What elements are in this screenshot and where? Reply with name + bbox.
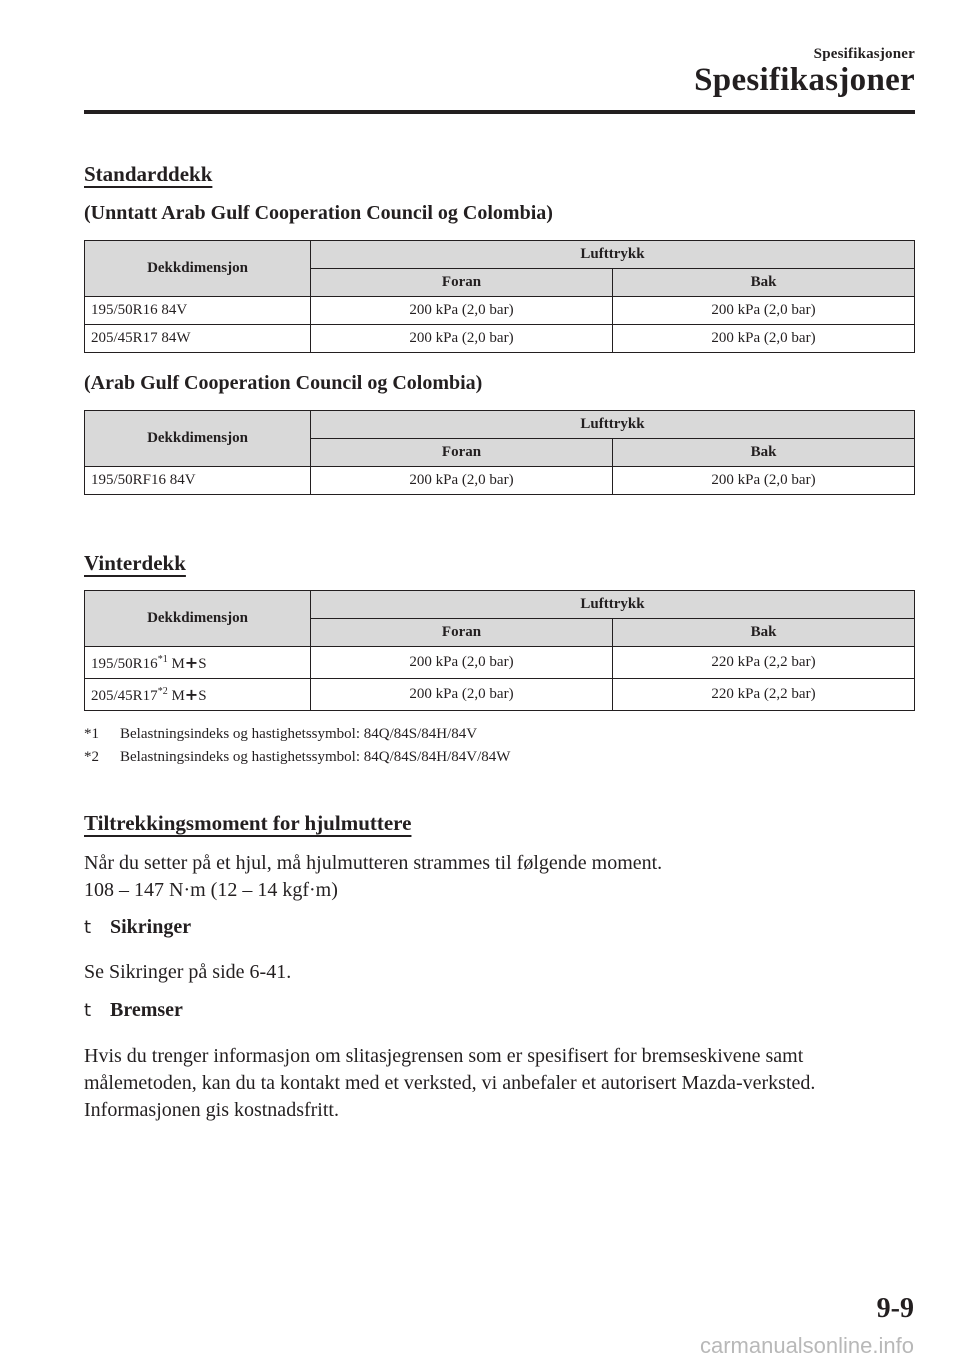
brakes-text-line-1: Hvis du trenger informasjon om slitasjegrensen som er spesifisert for bremseskivene samt <box>84 1045 804 1067</box>
footnote-ref: *2 <box>157 685 168 697</box>
col-header-front: Foran <box>311 269 613 297</box>
table-row: 205/45R17$^{*2}$ M+S 200 kPa (2,0 bar) 220 kPa (2,2 bar) <box>85 679 915 711</box>
footnote-1: *1 Belastningsindeks og hastighetssymbol: 84Q/84S/84H/84V <box>84 726 478 742</box>
col-header-front: Foran <box>311 619 613 647</box>
heading-fuses: t Sikringer <box>84 916 192 938</box>
heading-brakes: t Bremser <box>84 999 183 1021</box>
header-rule <box>84 110 915 114</box>
col-header-tire-size: Dekkdimensjon <box>85 591 311 647</box>
col-header-tire-size: Dekkdimensjon <box>85 241 311 297</box>
bullet-icon: t <box>84 917 92 938</box>
col-header-rear: Bak <box>613 439 915 467</box>
col-header-tire-size: Dekkdimensjon <box>85 411 311 467</box>
page-number: 9-9 <box>876 1293 914 1324</box>
table-standard-tires-1 <box>84 240 915 353</box>
subtitle-excluding-gcc: (Unntatt Arab Gulf Cooperation Council og Colombia) <box>84 202 553 224</box>
table-row: 195/50R16 84V 200 kPa (2,0 bar) 200 kPa (2,0 bar) <box>85 297 915 325</box>
table-row: 205/45R17 84W 200 kPa (2,0 bar) 200 kPa (2,0 bar) <box>85 325 915 353</box>
mud-snow-plus-icon: + <box>184 684 199 704</box>
table-row: 195/50RF16 84V 200 kPa (2,0 bar) 200 kPa (2,0 bar) <box>85 467 915 495</box>
col-header-pressure: Lufttrykk <box>311 241 915 269</box>
bullet-icon: t <box>84 1000 92 1021</box>
fuses-reference: Se Sikringer på side 6-41. <box>84 961 292 983</box>
mud-snow-plus-icon: + <box>184 652 199 672</box>
col-header-pressure: Lufttrykk <box>311 591 915 619</box>
running-header-title: Spesifikasjoner <box>694 62 915 98</box>
brakes-text-line-3: Informasjonen gis kostnadsfritt. <box>84 1099 339 1121</box>
section-title-wheel-nut-torque: Tiltrekkingsmoment for hjulmuttere <box>84 811 412 835</box>
torque-instruction: Når du setter på et hjul, må hjulmutteren strammes til følgende moment. <box>84 852 663 874</box>
running-header-small: Spesifikasjoner <box>813 46 915 62</box>
torque-value: 108 – 147 N·m (12 – 14 kgf·m) <box>84 879 338 901</box>
col-header-pressure: Lufttrykk <box>311 411 915 439</box>
col-header-rear: Bak <box>613 269 915 297</box>
brakes-text-line-2: målemetoden, kan du ta kontakt med et verksted, vi anbefaler et autorisert Mazda-verksted. <box>84 1072 816 1094</box>
section-title-winter-tires: Vinterdekk <box>84 551 186 575</box>
col-header-rear: Bak <box>613 619 915 647</box>
section-title-standard-tires: Standarddekk <box>84 162 213 186</box>
table-winter-tires <box>84 590 915 711</box>
col-header-front: Foran <box>311 439 613 467</box>
footnote-ref: *1 <box>157 653 168 665</box>
footnote-2: *2 Belastningsindeks og hastighetssymbol: 84Q/84S/84H/84V/84W <box>84 749 511 765</box>
table-row: 195/50R16$^{*1}$ M+S 200 kPa (2,0 bar) 220 kPa (2,2 bar) <box>85 647 915 679</box>
tire-size-cell: 195/50R16$^{*1}$ M+S <box>85 647 311 679</box>
watermark: carmanualsonline.info <box>699 1333 914 1358</box>
subtitle-gcc: (Arab Gulf Cooperation Council og Colombia) <box>84 372 483 394</box>
table-standard-tires-2 <box>84 410 915 495</box>
tire-size-cell: 205/45R17$^{*2}$ M+S <box>85 679 311 711</box>
